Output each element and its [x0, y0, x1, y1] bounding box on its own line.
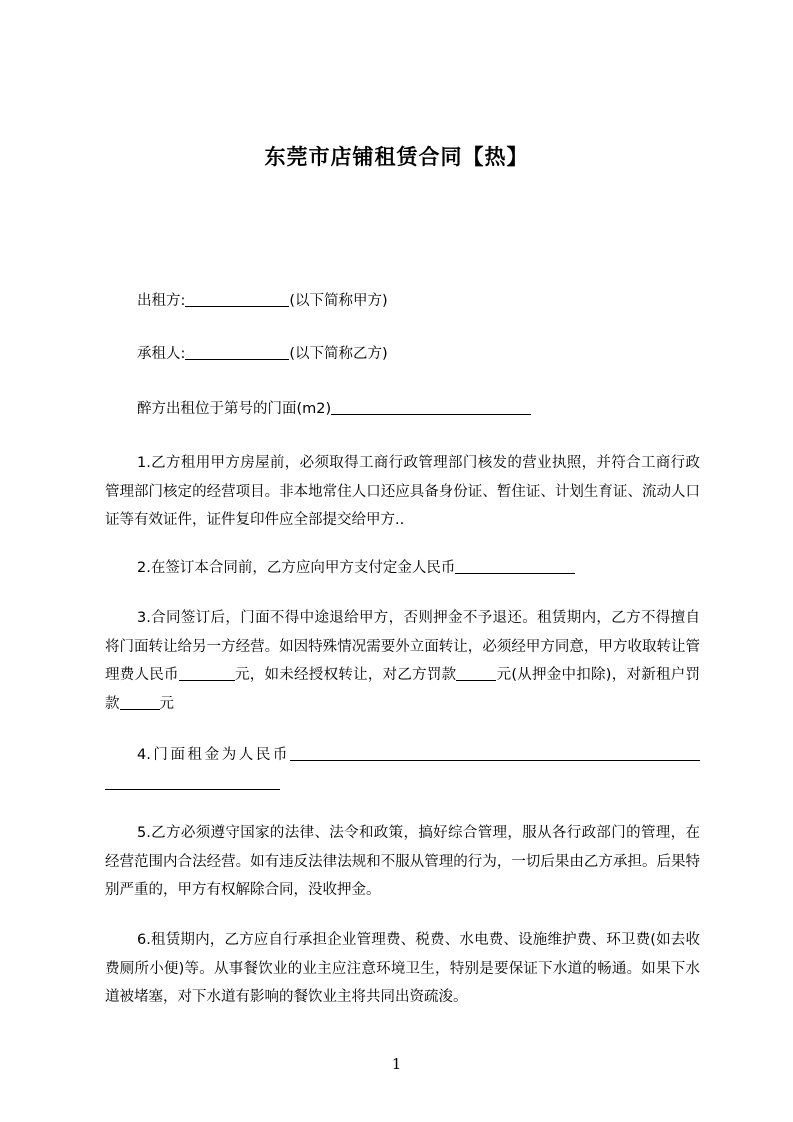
lessee-label: 承租人:	[137, 346, 186, 362]
clause-2-text: 2.在签订本合同前，乙方应向甲方支付定金人民币	[137, 560, 456, 576]
clause-3-text-1: 3.合同签订后，门面不得中途退给甲方，否则押金不予退还。租赁期内，乙方不得擅自将门面转让给另一方经营。如因特殊情况需要外立面转让，必须经甲方同意，甲方收取转让管理费人民币	[105, 610, 700, 683]
clause-3-text-4: 元	[159, 695, 174, 712]
clause-4	[105, 741, 700, 798]
clause-3-text-3: 元(从押金中扣除)，对新租户罚款	[105, 667, 700, 712]
clause-6: 6.租赁期内，乙方应自行承担企业管理费、税费、水电费、设施维护费、环卫费(如去收费厕所小便)等。从事餐饮业的业主应注意环境卫生，特别是要保证下水道的畅通。如果下水道被堵塞，对下水道有影响的餐饮业主将共同出资疏浚。	[105, 932, 700, 1005]
lessor-blank	[185, 292, 289, 307]
clause-1: 1.乙方租用甲方房屋前，必须取得工商行政管理部门核发的营业执照，并符合工商行政管理部门核定的经营项目。非本地常住人口还应具备身份证、暂住证、计划生育证、流动人口证等有效证件，证件复印件应全部提交给甲方..	[105, 455, 700, 528]
lessee-suffix: (以下简称乙方)	[289, 346, 388, 362]
rent-blank-continued	[105, 775, 280, 790]
new-tenant-fine-blank	[120, 695, 160, 710]
lessor-label: 出租方:	[137, 293, 186, 309]
clause-2	[105, 554, 700, 583]
lessor-line	[105, 287, 700, 316]
premises-text: 醉方出租位于第号的门面(m2)	[137, 401, 332, 417]
clause-3-text-2: 元，如未经授权转让，对乙方罚款	[234, 667, 457, 683]
document-title: 东莞市店铺租赁合同【热】	[264, 145, 529, 169]
clause-5: 5.乙方必须遵守国家的法律、法令和政策，搞好综合管理，服从各行政部门的管理，在经营范围内合法经营。如有违反法律法规和不服从管理的行为，一切后果由乙方承担。后果特别严重的，甲方有权解除合同，没收押金。	[105, 825, 700, 898]
premises-blank	[331, 400, 531, 415]
lessee-line	[105, 340, 700, 369]
clause-4-text: 4.门面租金为人民币	[137, 747, 290, 763]
transfer-fee-blank	[179, 666, 235, 681]
deposit-blank	[455, 559, 575, 574]
clause-3	[105, 604, 700, 718]
lessee-blank	[185, 345, 289, 360]
lessee-fine-blank	[456, 666, 496, 681]
premises-line	[105, 395, 700, 424]
rent-blank	[290, 746, 700, 761]
lessor-suffix: (以下简称甲方)	[289, 293, 388, 309]
page-number: 1	[391, 1055, 402, 1073]
